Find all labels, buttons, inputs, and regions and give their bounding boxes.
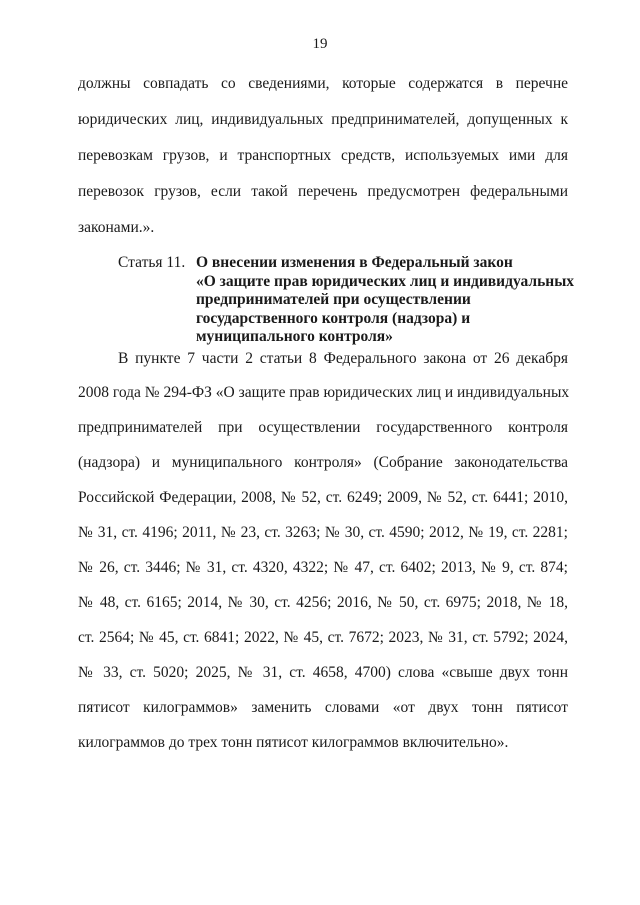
body-line: Российской Федерации, 2008, № 52, ст. 6249; 2009, № 52, ст. 6441; 2010, <box>78 489 568 506</box>
article-title-line: государственного контроля (надзора) и <box>196 309 471 327</box>
body-line: № 26, ст. 3446; № 31, ст. 4320, 4322; № 47, ст. 6402; 2013, № 9, ст. 874; <box>78 559 568 576</box>
article-title-line: О внесении изменения в Федеральный закон <box>196 254 513 271</box>
body-line: предпринимателей при осуществлении государственного контроля <box>78 419 568 436</box>
intro-line: перевозкам грузов, и транспортных средств, используемых ими для <box>78 147 568 164</box>
page-number: 19 <box>312 36 328 52</box>
body-line: № 33, ст. 5020; 2025, № 31, ст. 4658, 4700) слова «свыше двух тонн <box>78 664 568 681</box>
body-line: (надзора) и муниципального контроля» (Собрание законодательства <box>78 454 568 471</box>
article-title-line: предпринимателей при осуществлении <box>196 291 471 308</box>
article-label: Статья 11. <box>118 254 186 271</box>
body-line: пятисот килограммов» заменить словами «от двух тонн пятисот <box>78 699 568 716</box>
article-title <box>196 254 586 347</box>
article-title-line: «О защите прав юридических лиц и индивидуальных <box>196 272 575 290</box>
body-line: В пункте 7 части 2 статьи 8 Федерального закона от 26 декабря <box>118 350 568 367</box>
body-line: № 31, ст. 4196; 2011, № 23, ст. 3263; № 30, ст. 4590; 2012, № 19, ст. 2281; <box>78 524 568 541</box>
intro-line: юридических лиц, индивидуальных предпринимателей, допущенных к <box>78 111 568 128</box>
article-title-line: муниципального контроля» <box>196 328 393 345</box>
body-line: ст. 2564; № 45, ст. 6841; 2022, № 45, ст. 7672; 2023, № 31, ст. 5792; 2024, <box>78 629 568 646</box>
intro-line: должны совпадать со сведениями, которые содержатся в перечне <box>78 75 568 92</box>
body-line: № 48, ст. 6165; 2014, № 30, ст. 4256; 2016, № 50, ст. 6975; 2018, № 18, <box>78 594 568 611</box>
intro-line: перевозок грузов, если такой перечень предусмотрен федеральными <box>78 183 568 200</box>
intro-line: законами.». <box>78 219 155 236</box>
body-line: 2008 года № 294-ФЗ «О защите прав юридических лиц и индивидуальных <box>78 384 570 401</box>
body-line: килограммов до трех тонн пятисот килограммов включительно». <box>78 734 509 751</box>
